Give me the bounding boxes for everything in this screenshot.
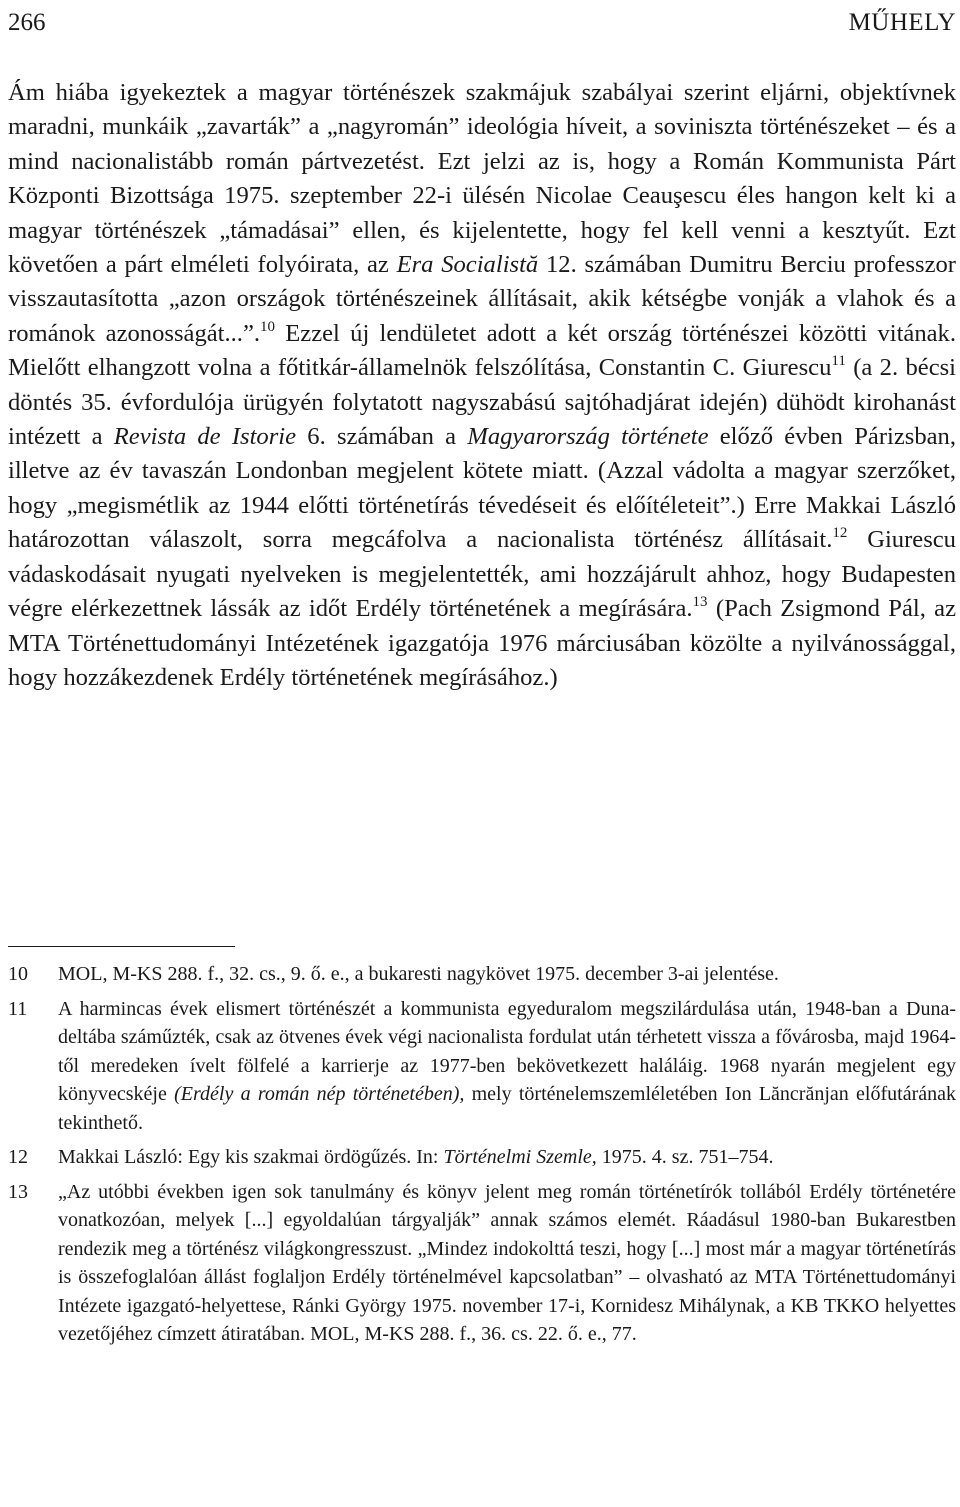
body-segment: Giurescu vádaskodásait nyugati nyelveken is megjelentették, ami hozzájárult ahhoz, hogy Budapesten végre elérkezettnek lássák az időt Erdély történetének a megírására.: [8, 526, 956, 623]
book-title: (Erdély a román nép történetében),: [174, 1083, 465, 1105]
footnote-number: 12: [8, 1146, 28, 1168]
body-segment: Ám hiába igyekeztek a magyar történészek szakmájuk szabályai szerint eljárni, objektívnek maradni, munkáik „zavarták” a „nagyromán” ideológia híveit, a soviniszta történészeket – és a mind nacionalistább román pártvezetést. Ezt jelzi az is, hogy a Román Kommunista Párt Központi Bizottsága 1975. szeptember 22-i ülésén Nicolae Ceauşescu éles hangon kelt ki a magyar történészek „támadásai” ellen, és kijelentette, hogy fel kell venni a kesztyűt. Ezt követően a párt elméleti folyóirata, az: [8, 79, 956, 279]
page-number: 266: [8, 9, 46, 36]
footnote-text: Makkai László: Egy kis szakmai ördögűzés. In:: [58, 1146, 444, 1168]
footnote-divider: [8, 946, 235, 947]
footnote-text: mely történelemszemléletében Ion Lăncrănjan előfutárának tekinthető.: [58, 1083, 956, 1134]
body-segment: (Pach Zsigmond Pál, az MTA Történettudományi Intézetének igazgatója 1976 márciusában közölte a nyilvánossággal, hogy hozzákezdenek Erdély történetének megírásához.): [8, 595, 957, 691]
body-segment: Ezzel új lendületet adott a két ország történészei közötti vitának. Mielőtt elhangzott volna a főtitkár-államelnök felszólítása, Constantin C. Giurescu: [8, 319, 956, 382]
footnote-11: [8, 995, 956, 1138]
journal-title: Revista de Istorie: [113, 423, 297, 451]
body-segment: (a 2. bécsi döntés 35. évfordulója ürügyén folytatott nagyszabású sajtóhadjárat idején) dühödt kirohanást intézett a: [8, 354, 957, 451]
footnote-number: 13: [8, 1180, 28, 1203]
footnote-text: MOL, M-KS 288. f., 32. cs., 9. ő. e., a bukaresti nagykövet 1975. december 3-ai jelentése.: [58, 963, 779, 985]
footnote-number: 11: [8, 997, 28, 1020]
running-head: [8, 6, 956, 40]
journal-title: Era Socialistă: [396, 251, 539, 279]
body-segment: előző évben Párizsban, illetve az év tavaszán Londonban megjelent kötete miatt. (Azzal vádolta a magyar szerzőket, hogy „megismétlik az 1944 előtti történetírás tévedéseit és előítéleteit”.) Erre Makkai László határozottan válaszolt, sorra megcáfolva a nacionalista történész állításait.: [8, 423, 956, 554]
page: [8, 0, 956, 1507]
footnote-ref-10[interactable]: 10: [260, 318, 276, 335]
body-segment: 12. számában Dumitru Berciu professzor visszautasította „azon országok történészeinek állításait, akik kétségbe vonják a vlahok és a románok azonosságát...”.: [8, 251, 957, 347]
footnote-text: „Az utóbbi években igen sok tanulmány és könyv jelent meg román történetírók tollából Erdély történetére vonatkozóan, melyek [...] egyoldalúan tárgyalják” annak számos elemét. Ráadásul 1980-ban Bukarestben rendezik meg a történész világkongresszust. „Mindez indokolttá teszi, hogy [...] most már a magyar történetírás is összefoglalóan állást foglaljon Erdély történelmével kapcsolatban” – olvasható az MTA Történettudományi Intézete igazgató-helyettese, Ránki György 1975. november 17-i, Kornidesz Mihálynak, a KB TKKO helyettes vezetőjéhez címzett átiratában. MOL, M-KS 288. f., 36. cs. 22. ő. e., 77.: [58, 1180, 956, 1345]
footnotes: [8, 960, 956, 1355]
section-title: MŰHELY: [848, 9, 956, 36]
footnote-number: 10: [8, 963, 28, 985]
footnote-ref-11[interactable]: 11: [831, 353, 846, 370]
footnote-ref-13[interactable]: 13: [692, 594, 708, 611]
body-text: [8, 76, 956, 695]
body-paragraph: [8, 76, 956, 695]
footnote-text: 1975. 4. sz. 751–754.: [596, 1146, 774, 1168]
footnote-text: A harmincas évek elismert történészét a kommunista egyeduralom megszilárdulása után, 1948-ban a Duna-deltába száműzték, csak az ötvenes évek végi nacionalista fordulat után térhetett vissza a fővárosba, majd 1964-től meredeken ívelt fölfelé a karrierje az 1977-ben bekövetkezett haláláig. 1968 nyarán megjelent egy könyvecskéje: [58, 997, 956, 1105]
book-title: Magyarország története: [467, 423, 709, 451]
body-segment: 6. számában a: [296, 423, 468, 451]
journal-title: Történelmi Szemle,: [443, 1146, 597, 1168]
footnote-12: [8, 1143, 956, 1172]
footnote-ref-12[interactable]: 12: [832, 525, 848, 542]
footnote-10: [8, 960, 956, 989]
footnote-13: [8, 1178, 956, 1349]
